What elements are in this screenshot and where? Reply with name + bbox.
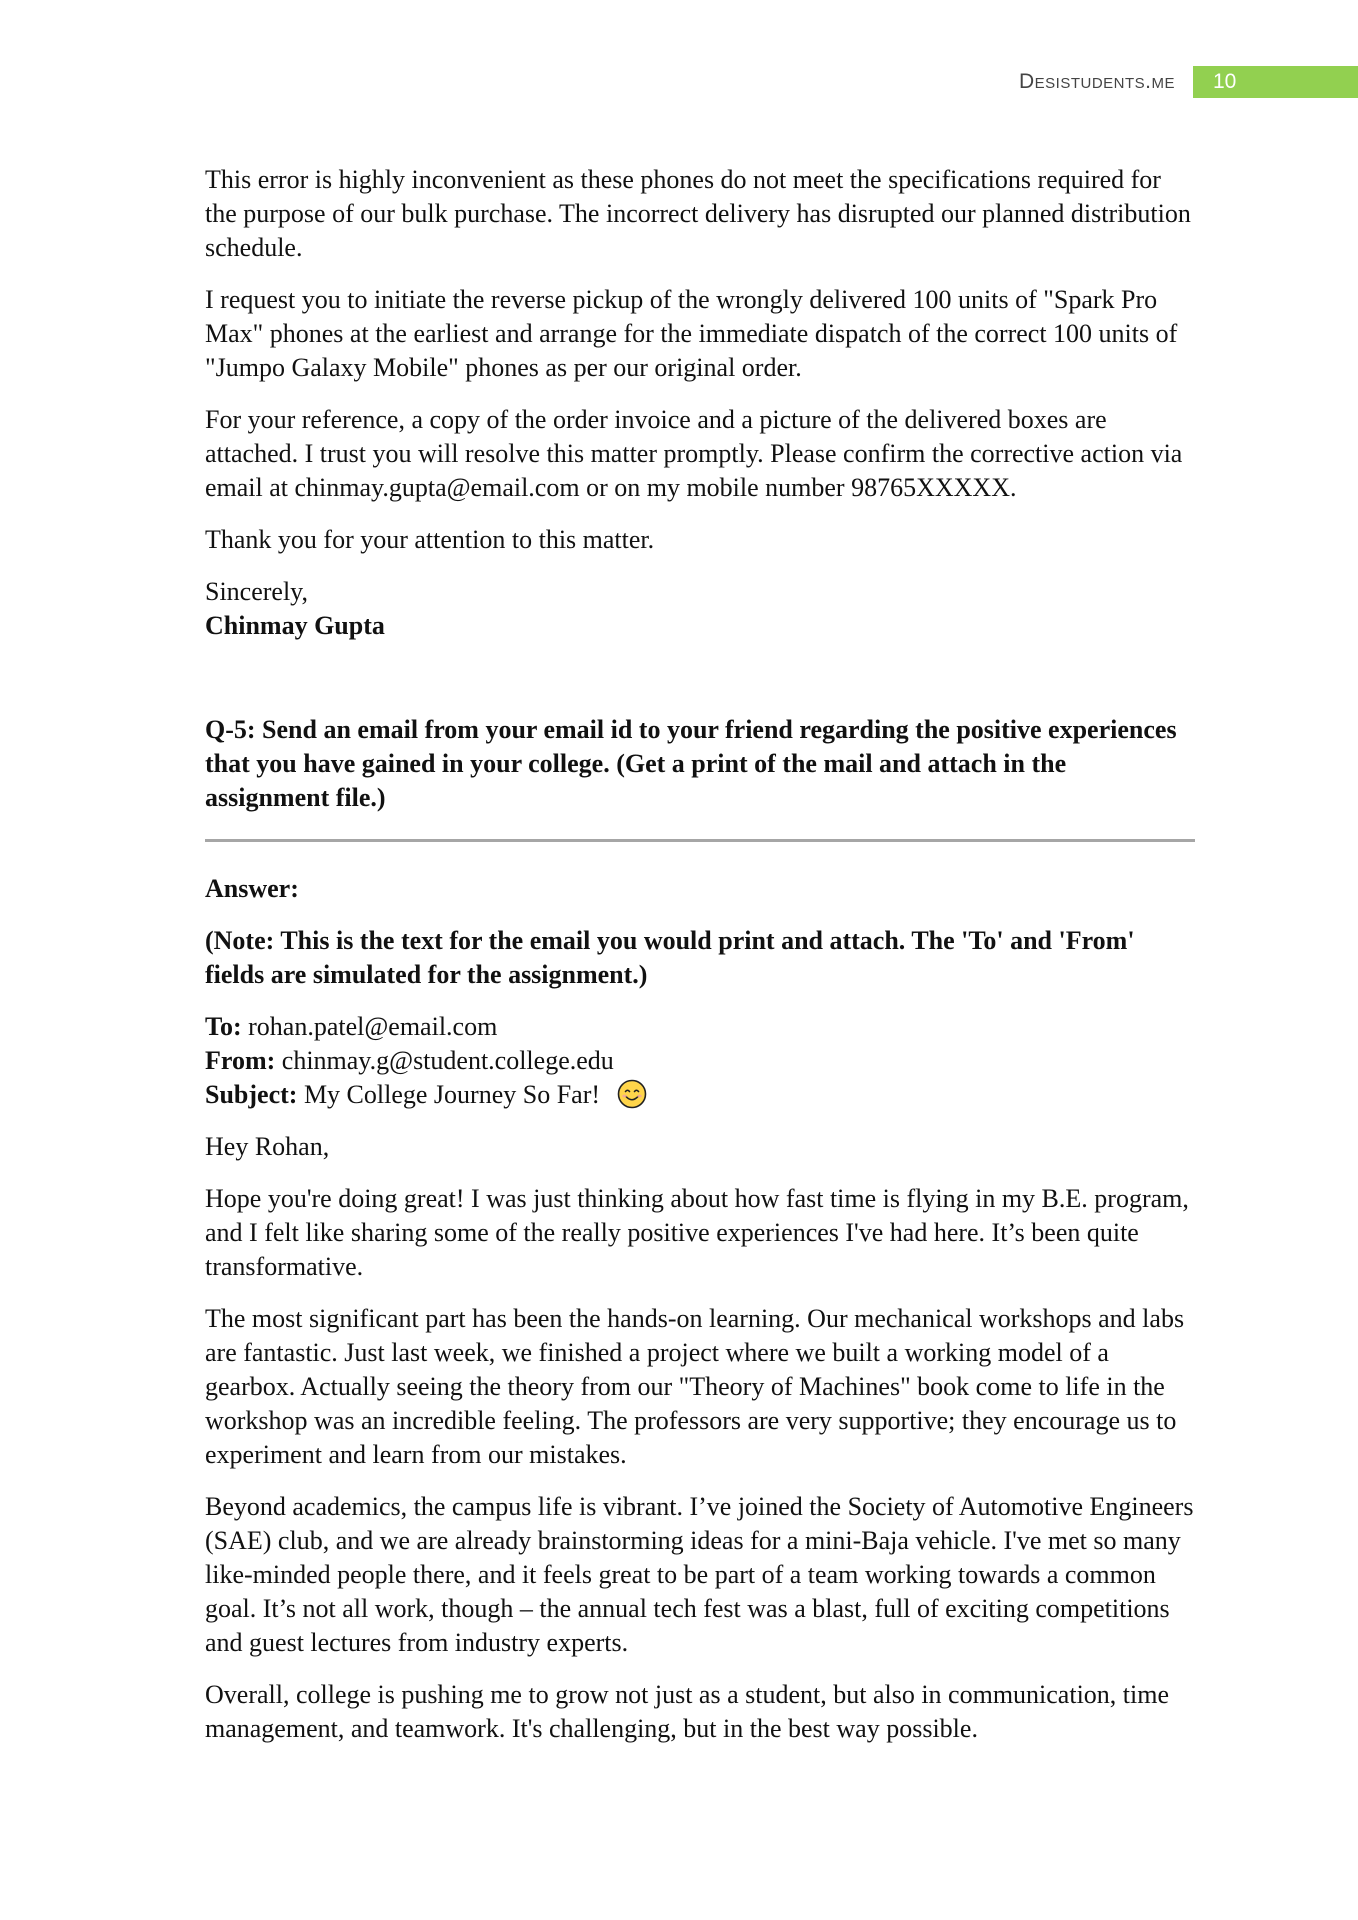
email-to-line [205, 1010, 1195, 1044]
letter-paragraph: For your reference, a copy of the order invoice and a picture of the delivered boxes are attached. I trust you will resolve this matter promptly. Please confirm the corrective action via email at chinmay.gupta@email.com or on my mobile number 98765XXXXX. [205, 405, 1183, 502]
document-body [205, 163, 1195, 1764]
email-header-fields [205, 1010, 1195, 1112]
to-label: To: [205, 1012, 242, 1041]
email-subject-line [205, 1078, 1195, 1112]
subject-value: My College Journey So Far! [303, 1080, 601, 1109]
answer-note: (Note: This is the text for the email you would print and attach. The 'To' and 'From' fields are simulated for the assignment.) [205, 926, 1135, 989]
site-name: Desistudents.me [1018, 70, 1175, 93]
section-divider [205, 839, 1195, 842]
email-from-line [205, 1044, 1195, 1078]
page-number-badge: 10 [1193, 66, 1358, 98]
email-paragraph: The most significant part has been the hands-on learning. Our mechanical workshops and labs are fantastic. Just last week, we finished a project where we built a working model of a gearbox. Actually seeing the theory from our "Theory of Machines" book come to life in the workshop was an incredible feeling. The professors are very supportive; they encourage us to experiment and learn from our mistakes. [205, 1304, 1185, 1469]
closing-text: Sincerely, [205, 577, 308, 606]
from-value: chinmay.g@student.college.edu [281, 1046, 614, 1075]
answer-label: Answer: [205, 874, 299, 903]
email-greeting: Hey Rohan, [205, 1132, 330, 1161]
email-paragraph: Hope you're doing great! I was just thinking about how fast time is flying in my B.E. program, and I felt like sharing some of the really positive experiences I've had here. It’s been quite transformative. [205, 1184, 1189, 1281]
smiling-face-icon [617, 1079, 647, 1109]
email-paragraph: Beyond academics, the campus life is vibrant. I’ve joined the Society of Automotive Engineers (SAE) club, and we are already brainstorming ideas for a mini-Baja vehicle. I've met so many like-minded people there, and it feels great to be part of a team working towards a common goal. It’s not all work, though – the annual tech fest was a blast, full of exciting competitions and guest lectures from industry experts. [205, 1492, 1194, 1657]
letter-paragraph: I request you to initiate the reverse pickup of the wrongly delivered 100 units of "Spark Pro Max" phones at the earliest and arrange for the immediate dispatch of the correct 100 units of "Jumpo Galaxy Mobile" phones as per our original order. [205, 285, 1178, 382]
to-value: rohan.patel@email.com [248, 1012, 498, 1041]
letter-signoff [205, 575, 1195, 643]
from-label: From: [205, 1046, 276, 1075]
question-text: Q-5: Send an email from your email id to your friend regarding the positive experiences that you have gained in your college. (Get a print of the mail and attach in the assignment file.) [205, 715, 1177, 812]
letter-paragraph: This error is highly inconvenient as these phones do not meet the specifications required for the purpose of our bulk purchase. The incorrect delivery has disrupted our planned distribution schedule. [205, 165, 1191, 262]
subject-label: Subject: [205, 1080, 298, 1109]
email-paragraph: Overall, college is pushing me to grow not just as a student, but also in communication, time management, and teamwork. It's challenging, but in the best way possible. [205, 1680, 1170, 1743]
letter-paragraph: Thank you for your attention to this matter. [205, 525, 655, 554]
signature-name: Chinmay Gupta [205, 611, 385, 640]
page-header [1019, 66, 1358, 98]
